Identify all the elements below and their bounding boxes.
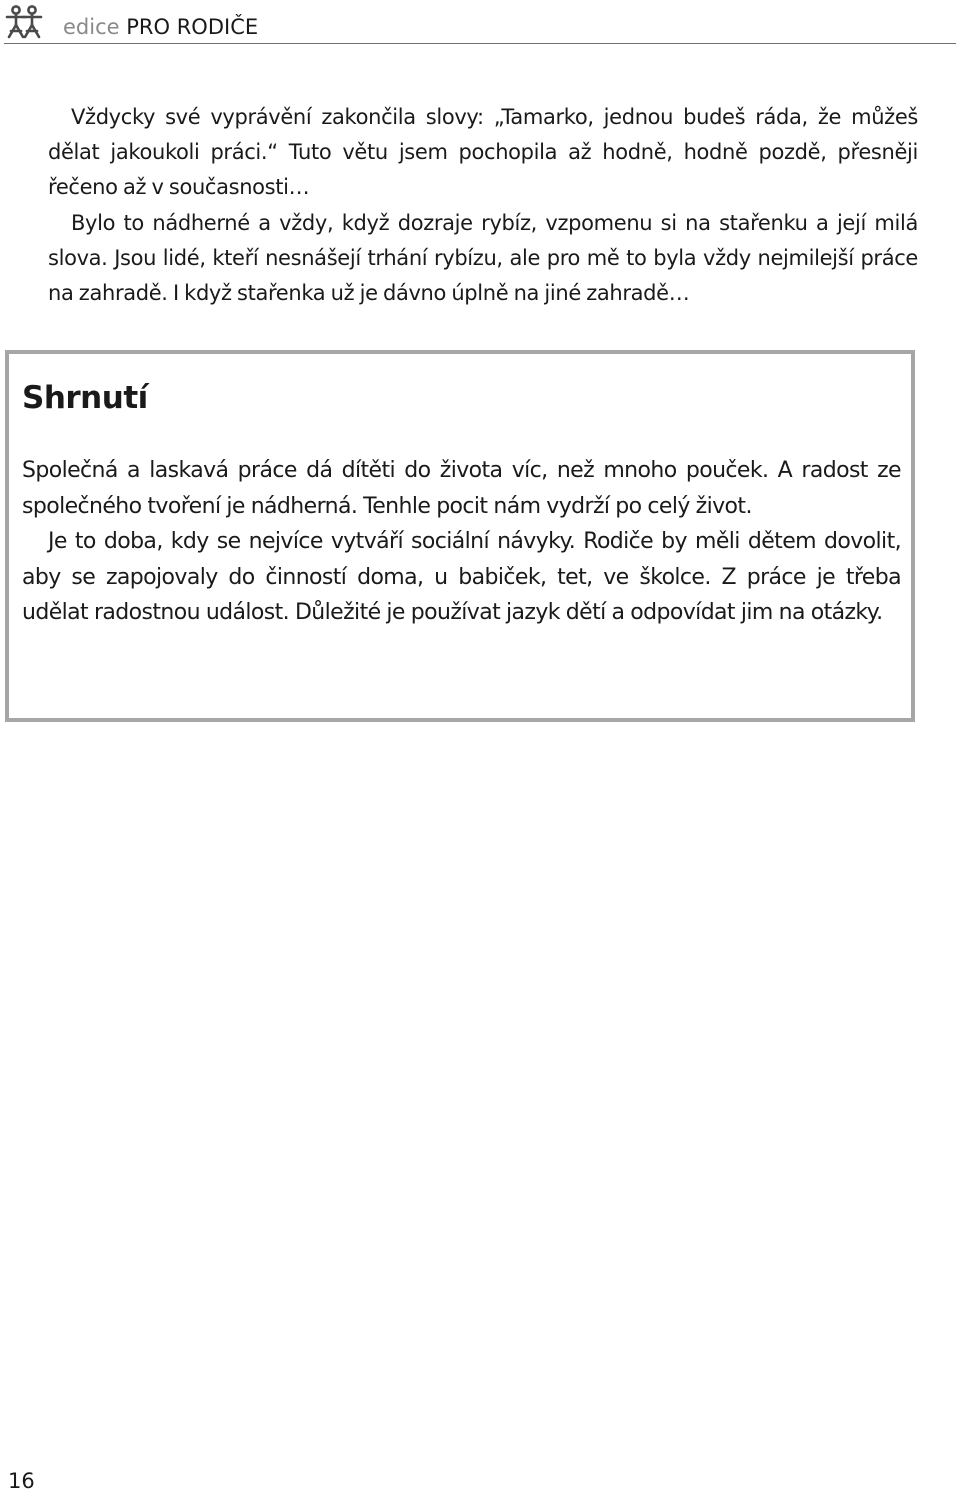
header-divider bbox=[4, 43, 956, 44]
story-paragraph: Vždycky své vyprávění zakončila slovy: „Tamarko, jednou budeš ráda, že můžeš dělat jakoukoli práci.“ Tuto větu jsem pochopila až hodně, hodně pozdě, přesněji řečeno až v současnosti… bbox=[48, 105, 918, 200]
summary-paragraph: Společná a laskavá práce dá dítěti do života víc, než mnoho pouček. A radost ze společného tvoření je nádherná. Tenhle pocit nám vydrží po celý život. bbox=[22, 458, 901, 519]
summary-paragraph: Je to doba, kdy se nejvíce vytváří sociální návyky. Rodiče by měli dětem dovolit, aby se zapojovaly do činností doma, u babiček, tet, ve školce. Z práce je třeba udělat radostnou událost. Důležité je používat jazyk dětí a odpovídat jim na otázky. bbox=[22, 529, 901, 625]
children-pictogram-icon bbox=[4, 5, 44, 39]
series-name: PRO RODIČE bbox=[126, 15, 259, 39]
series-title bbox=[63, 13, 258, 41]
series-prefix: edice bbox=[63, 15, 120, 39]
story-text bbox=[48, 100, 918, 311]
summary-body bbox=[22, 453, 901, 631]
summary-box bbox=[5, 350, 915, 722]
summary-title: Shrnutí bbox=[22, 380, 148, 416]
page-header bbox=[0, 0, 960, 46]
story-paragraph: Bylo to nádherné a vždy, když dozraje rybíz, vzpomenu si na stařenku a její milá slova. Jsou lidé, kteří nesnášejí trhání rybízu, ale pro mě to byla vždy nejmilejší práce na zahradě. I když stařenka už je dávno úplně na jiné zahradě… bbox=[48, 210, 918, 306]
page-number: 16 bbox=[8, 1469, 35, 1493]
